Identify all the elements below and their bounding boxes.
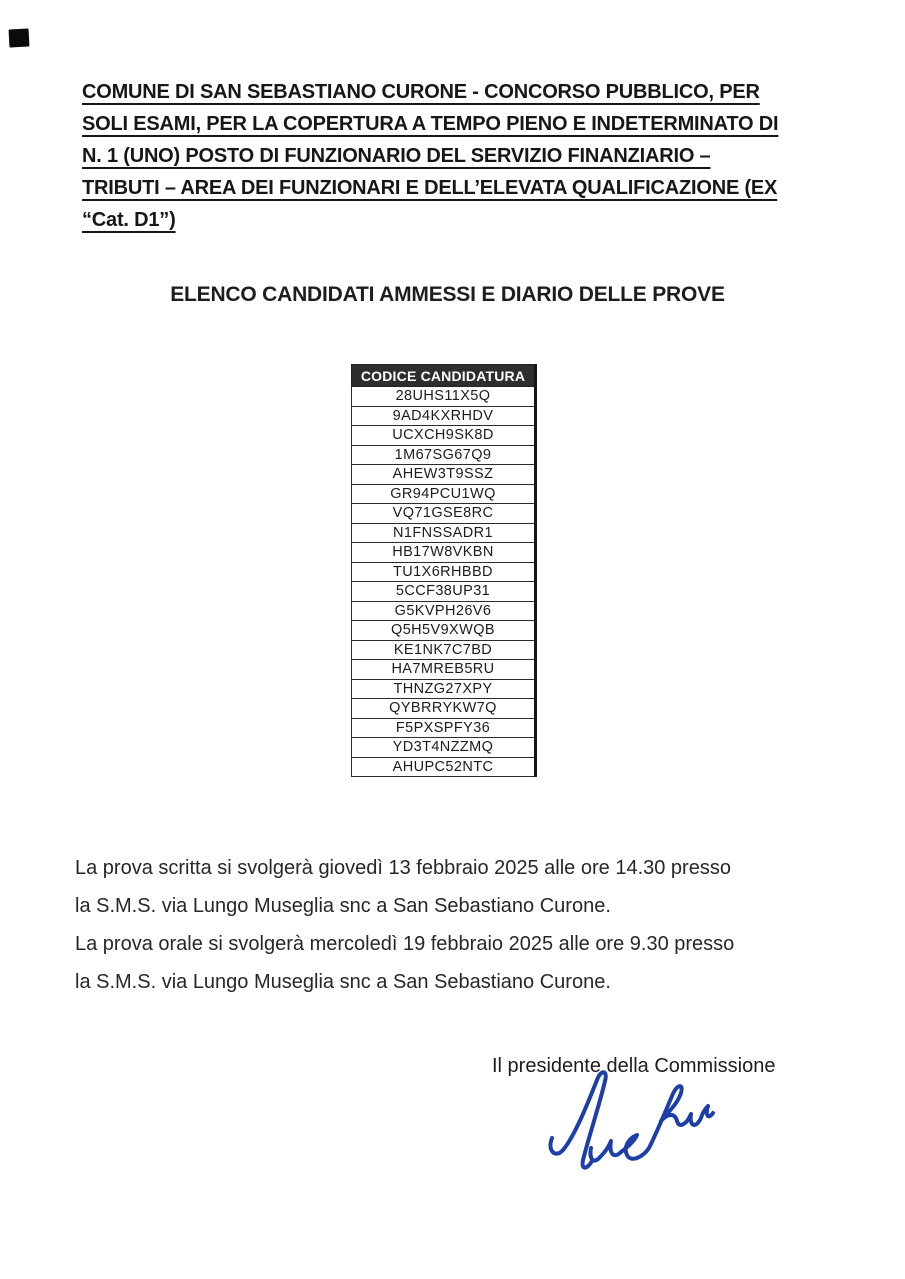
candidate-code-cell: G5KVPH26V6 <box>352 601 536 621</box>
candidate-code-cell: 28UHS11X5Q <box>352 387 536 407</box>
candidate-code-cell: KE1NK7C7BD <box>352 640 536 660</box>
candidate-code-cell: AHUPC52NTC <box>352 757 536 777</box>
table-row <box>352 445 536 465</box>
title-line: SOLI ESAMI, PER LA COPERTURA A TEMPO PIENO E INDETERMINATO DI <box>82 113 779 135</box>
signature-ink <box>545 1060 720 1182</box>
candidate-code-cell: TU1X6RHBBD <box>352 562 536 582</box>
table-row <box>352 679 536 699</box>
candidate-code-cell: YD3T4NZZMQ <box>352 738 536 758</box>
table-row <box>352 426 536 446</box>
scan-artifact-mark <box>9 28 30 47</box>
paragraph-line: la S.M.S. via Lungo Museglia snc a San Sebastiano Curone. <box>75 895 611 917</box>
table-header-cell: CODICE CANDIDATURA <box>352 365 536 387</box>
candidate-code-cell: GR94PCU1WQ <box>352 484 536 504</box>
candidate-code-cell: THNZG27XPY <box>352 679 536 699</box>
written-exam-paragraph <box>75 849 855 925</box>
oral-exam-paragraph <box>75 925 855 1001</box>
table-row <box>352 601 536 621</box>
candidate-code-cell: N1FNSSADR1 <box>352 523 536 543</box>
table-row <box>352 699 536 719</box>
table-row <box>352 621 536 641</box>
table-row <box>352 484 536 504</box>
paragraph-line: La prova orale si svolgerà mercoledì 19 febbraio 2025 alle ore 9.30 presso <box>75 933 735 955</box>
table-row <box>352 387 536 407</box>
table-row <box>352 406 536 426</box>
table-row <box>352 660 536 680</box>
table-row <box>352 757 536 777</box>
signature-stroke <box>550 1072 713 1167</box>
table-header-row <box>352 365 536 387</box>
candidate-code-cell: HB17W8VKBN <box>352 543 536 563</box>
candidate-code-cell: HA7MREB5RU <box>352 660 536 680</box>
candidate-code-cell: VQ71GSE8RC <box>352 504 536 524</box>
table-row <box>352 523 536 543</box>
table-row <box>352 738 536 758</box>
signature-label: Il presidente della Commissione <box>492 1055 776 1077</box>
table-row <box>352 465 536 485</box>
document-title <box>82 76 862 236</box>
candidate-code-cell: 5CCF38UP31 <box>352 582 536 602</box>
table-row <box>352 543 536 563</box>
candidate-code-cell: AHEW3T9SSZ <box>352 465 536 485</box>
document-subtitle: ELENCO CANDIDATI AMMESSI E DIARIO DELLE PROVE <box>170 283 725 306</box>
table-row <box>352 582 536 602</box>
table-row <box>352 504 536 524</box>
candidates-table <box>351 364 537 777</box>
title-line: N. 1 (UNO) POSTO DI FUNZIONARIO DEL SERVIZIO FINANZIARIO – <box>82 145 711 167</box>
candidate-code-cell: 9AD4KXRHDV <box>352 406 536 426</box>
candidate-code-cell: Q5H5V9XWQB <box>352 621 536 641</box>
title-line: COMUNE DI SAN SEBASTIANO CURONE - CONCORSO PUBBLICO, PER <box>82 81 760 103</box>
table-row <box>352 640 536 660</box>
paragraph-line: La prova scritta si svolgerà giovedì 13 febbraio 2025 alle ore 14.30 presso <box>75 857 731 879</box>
candidate-code-cell: UCXCH9SK8D <box>352 426 536 446</box>
candidate-code-cell: F5PXSPFY36 <box>352 718 536 738</box>
candidate-code-cell: QYBRRYKW7Q <box>352 699 536 719</box>
title-line: “Cat. D1”) <box>82 209 176 231</box>
title-line: TRIBUTI – AREA DEI FUNZIONARI E DELL’ELEVATA QUALIFICAZIONE (EX <box>82 177 778 199</box>
table-row <box>352 562 536 582</box>
table-row <box>352 718 536 738</box>
paragraph-line: la S.M.S. via Lungo Museglia snc a San Sebastiano Curone. <box>75 971 611 993</box>
candidate-code-cell: 1M67SG67Q9 <box>352 445 536 465</box>
